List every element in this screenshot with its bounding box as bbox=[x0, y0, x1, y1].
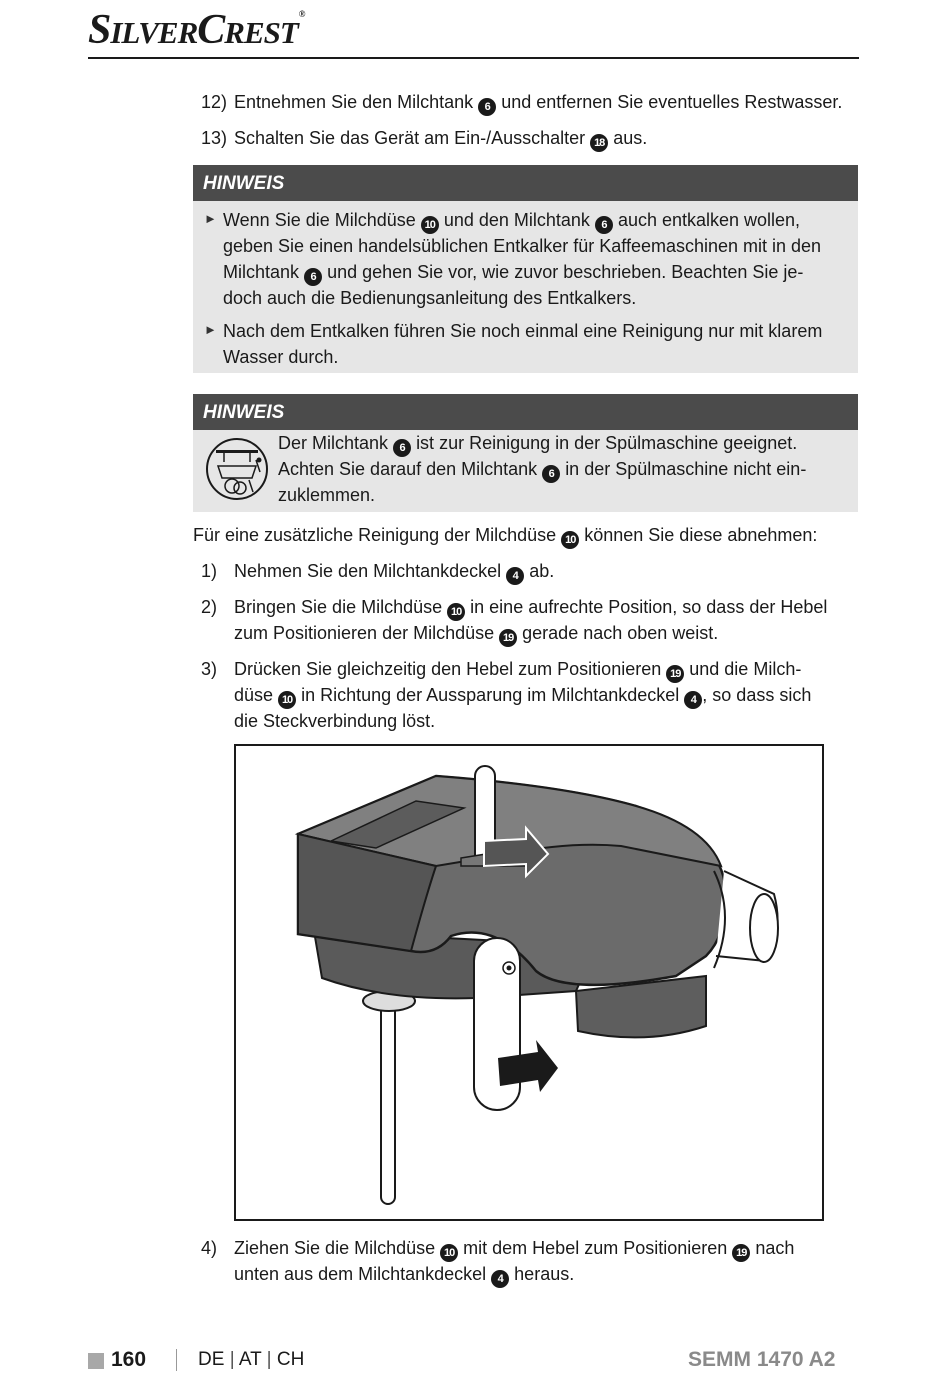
ref-marker: 10 bbox=[561, 531, 579, 549]
ref-marker: 10 bbox=[278, 691, 296, 709]
ref-marker: 6 bbox=[595, 216, 613, 234]
note-line: geben Sie einen handelsüblichen Entkalker für Kaffeemaschinen mit in den bbox=[223, 236, 822, 256]
note-line: Nach dem Entkalken führen Sie noch einmal eine Reinigung nur mit klarem bbox=[223, 321, 823, 341]
step-2: 2) Bringen Sie die Milchdüse 10 in eine aufrechte Position, so dass der Hebel zum Positionieren der Milchdüse 19 gerade nach oben weist. bbox=[201, 594, 861, 646]
ref-marker: 6 bbox=[393, 439, 411, 457]
step-1: 1) Nehmen Sie den Milchtankdeckel 4 ab. bbox=[201, 558, 861, 584]
ref-marker: 19 bbox=[666, 665, 684, 683]
footer-divider bbox=[176, 1349, 177, 1371]
note-line: Achten Sie darauf den Milchtank 6 in der Spülmaschine nicht ein- bbox=[278, 456, 806, 483]
ref-marker: 6 bbox=[478, 98, 496, 116]
footer-langs: DE | AT | CH bbox=[198, 1349, 305, 1370]
step-3: 3) Drücken Sie gleichzeitig den Hebel zum Positionieren 19 und die Milch- düse 10 in Richtung der Aussparung im Milchtankdeckel 4 , so dass sich die Steckverbindung löst. bbox=[201, 659, 812, 731]
ref-marker: 6 bbox=[542, 465, 560, 483]
ref-marker: 10 bbox=[447, 603, 465, 621]
milk-nozzle-illustration bbox=[234, 744, 824, 1221]
note-line: Der Milchtank 6 ist zur Reinigung in der Spülmaschine geeignet. bbox=[278, 430, 797, 457]
bullet-arrow-icon: ► bbox=[204, 322, 217, 337]
ref-marker: 10 bbox=[440, 1244, 458, 1262]
note-line: Wenn Sie die Milchdüse 10 und den Milchtank 6 auch entkalken wollen, bbox=[223, 207, 800, 234]
ref-marker: 4 bbox=[491, 1270, 509, 1288]
note-line: Wasser durch. bbox=[223, 347, 339, 367]
header-rule bbox=[88, 57, 859, 59]
model-number: SEMM 1470 A2 bbox=[688, 1348, 836, 1371]
ref-marker: 19 bbox=[499, 629, 517, 647]
ref-marker: 4 bbox=[684, 691, 702, 709]
note-box bbox=[193, 430, 858, 512]
ref-marker: 4 bbox=[506, 567, 524, 585]
note-heading: HINWEIS bbox=[193, 165, 858, 201]
step-4: 4) Ziehen Sie die Milchdüse 10 mit dem Hebel zum Positionieren 19 nach unten aus dem Milchtankdeckel 4 heraus. bbox=[201, 1235, 861, 1287]
intro-paragraph: Für eine zusätzliche Reinigung der Milchdüse 10 können Sie diese abnehmen: bbox=[193, 522, 817, 549]
ref-marker: 10 bbox=[421, 216, 439, 234]
note-heading: HINWEIS bbox=[193, 394, 858, 430]
dishwasher-icon bbox=[204, 436, 270, 502]
ref-marker: 19 bbox=[732, 1244, 750, 1262]
bullet-arrow-icon: ► bbox=[204, 211, 217, 226]
footer-square-icon bbox=[88, 1353, 104, 1369]
note-line: doch auch die Bedienungsanleitung des Entkalkers. bbox=[223, 288, 637, 308]
page-number: 160 bbox=[111, 1348, 147, 1371]
note-line: Milchtank 6 und gehen Sie vor, wie zuvor beschrieben. Beachten Sie je- bbox=[223, 259, 803, 286]
brand-logo: SILVERCREST® bbox=[88, 7, 305, 53]
ref-marker: 6 bbox=[304, 268, 322, 286]
milk-tank-lid-drawing bbox=[236, 746, 822, 1219]
note-line: zuklemmen. bbox=[278, 485, 376, 505]
note-box bbox=[193, 201, 858, 373]
ref-marker: 18 bbox=[590, 134, 608, 152]
